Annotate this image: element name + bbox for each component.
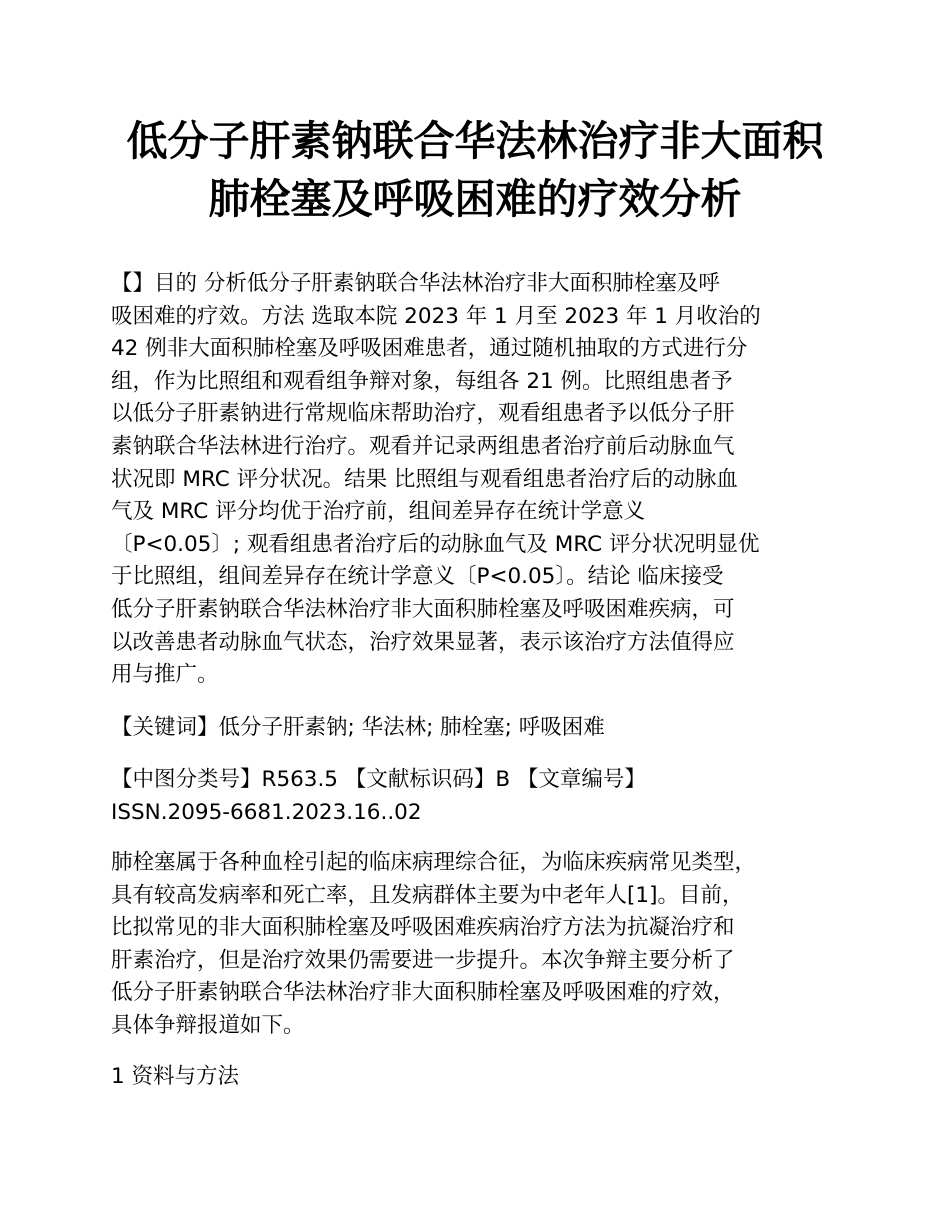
classification-paragraph bbox=[111, 764, 836, 829]
abstract-line: 以低分子肝素钠进行常规临床帮助治疗，观看组患者予以低分子肝 bbox=[111, 401, 735, 427]
intro-line: 肺栓塞属于各种血栓引起的临床病理综合征，为临床疾病常见类型， bbox=[111, 850, 757, 875]
abstract-line: 42 例非大面积肺栓塞及呼吸困难患者，通过随机抽取的方式进行分 bbox=[111, 336, 748, 362]
document-title bbox=[0, 112, 950, 228]
abstract-line: 以改善患者动脉血气状态，治疗效果显著，表示该治疗方法值得应 bbox=[111, 629, 735, 655]
classification-line: 【中图分类号】R563.5 【文献标识码】B 【文章编号】 bbox=[111, 767, 646, 792]
section-heading bbox=[111, 1061, 836, 1094]
section-heading-text: 1 资料与方法 bbox=[111, 1064, 240, 1089]
abstract-line: 用与推广。 bbox=[111, 662, 219, 688]
intro-paragraph bbox=[111, 847, 836, 1043]
intro-line: 比拟常见的非大面积肺栓塞及呼吸困难疾病治疗方法为抗凝治疗和 bbox=[111, 915, 735, 941]
intro-line: 具体争辩报道如下。 bbox=[111, 1012, 305, 1038]
keywords-line: 【关键词】低分子肝素钠; 华法林; 肺栓塞; 呼吸困难 bbox=[111, 715, 605, 740]
intro-line: 具有较高发病率和死亡率，且发病群体主要为中老年人[1]。目前， bbox=[111, 882, 744, 908]
title-line: 肺栓塞及呼吸困难的疗效分析 bbox=[208, 175, 742, 223]
abstract-line: 【】目的 分析低分子肝素钠联合华法林治疗非大面积肺栓塞及呼 bbox=[111, 271, 720, 296]
abstract-paragraph bbox=[111, 268, 836, 692]
abstract-line: 组，作为比照组和观看组争辩对象，每组各 21 例。比照组患者予 bbox=[111, 368, 733, 394]
abstract-line: 〔P<0.05〕; 观看组患者治疗后的动脉血气及 MRC 评分状况明显优 bbox=[111, 531, 760, 557]
abstract-line: 吸困难的疗效。方法 选取本院 2023 年 1 月至 2023 年 1 月收治的 bbox=[111, 303, 761, 329]
abstract-line: 状况即 MRC 评分状况。结果 比照组与观看组患者治疗后的动脉血 bbox=[111, 466, 738, 492]
intro-line: 低分子肝素钠联合华法林治疗非大面积肺栓塞及呼吸困难的疗效， bbox=[111, 980, 735, 1006]
abstract-line: 于比照组，组间差异存在统计学意义〔P<0.05〕。结论 临床接受 bbox=[111, 564, 724, 590]
intro-line: 肝素治疗，但是治疗效果仍需要进一步提升。本次争辩主要分析了 bbox=[111, 947, 735, 973]
abstract-line: 低分子肝素钠联合华法林治疗非大面积肺栓塞及呼吸困难疾病，可 bbox=[111, 596, 735, 622]
abstract-line: 气及 MRC 评分均优于治疗前，组间差异存在统计学意义 bbox=[111, 499, 646, 525]
abstract-line: 素钠联合华法林进行治疗。观看并记录两组患者治疗前后动脉血气 bbox=[111, 433, 735, 459]
keywords-paragraph bbox=[111, 712, 836, 745]
title-line: 低分子肝素钠联合华法林治疗非大面积 bbox=[126, 117, 824, 165]
issn-line: ISSN.2095-6681.2023.16..02 bbox=[111, 799, 422, 825]
